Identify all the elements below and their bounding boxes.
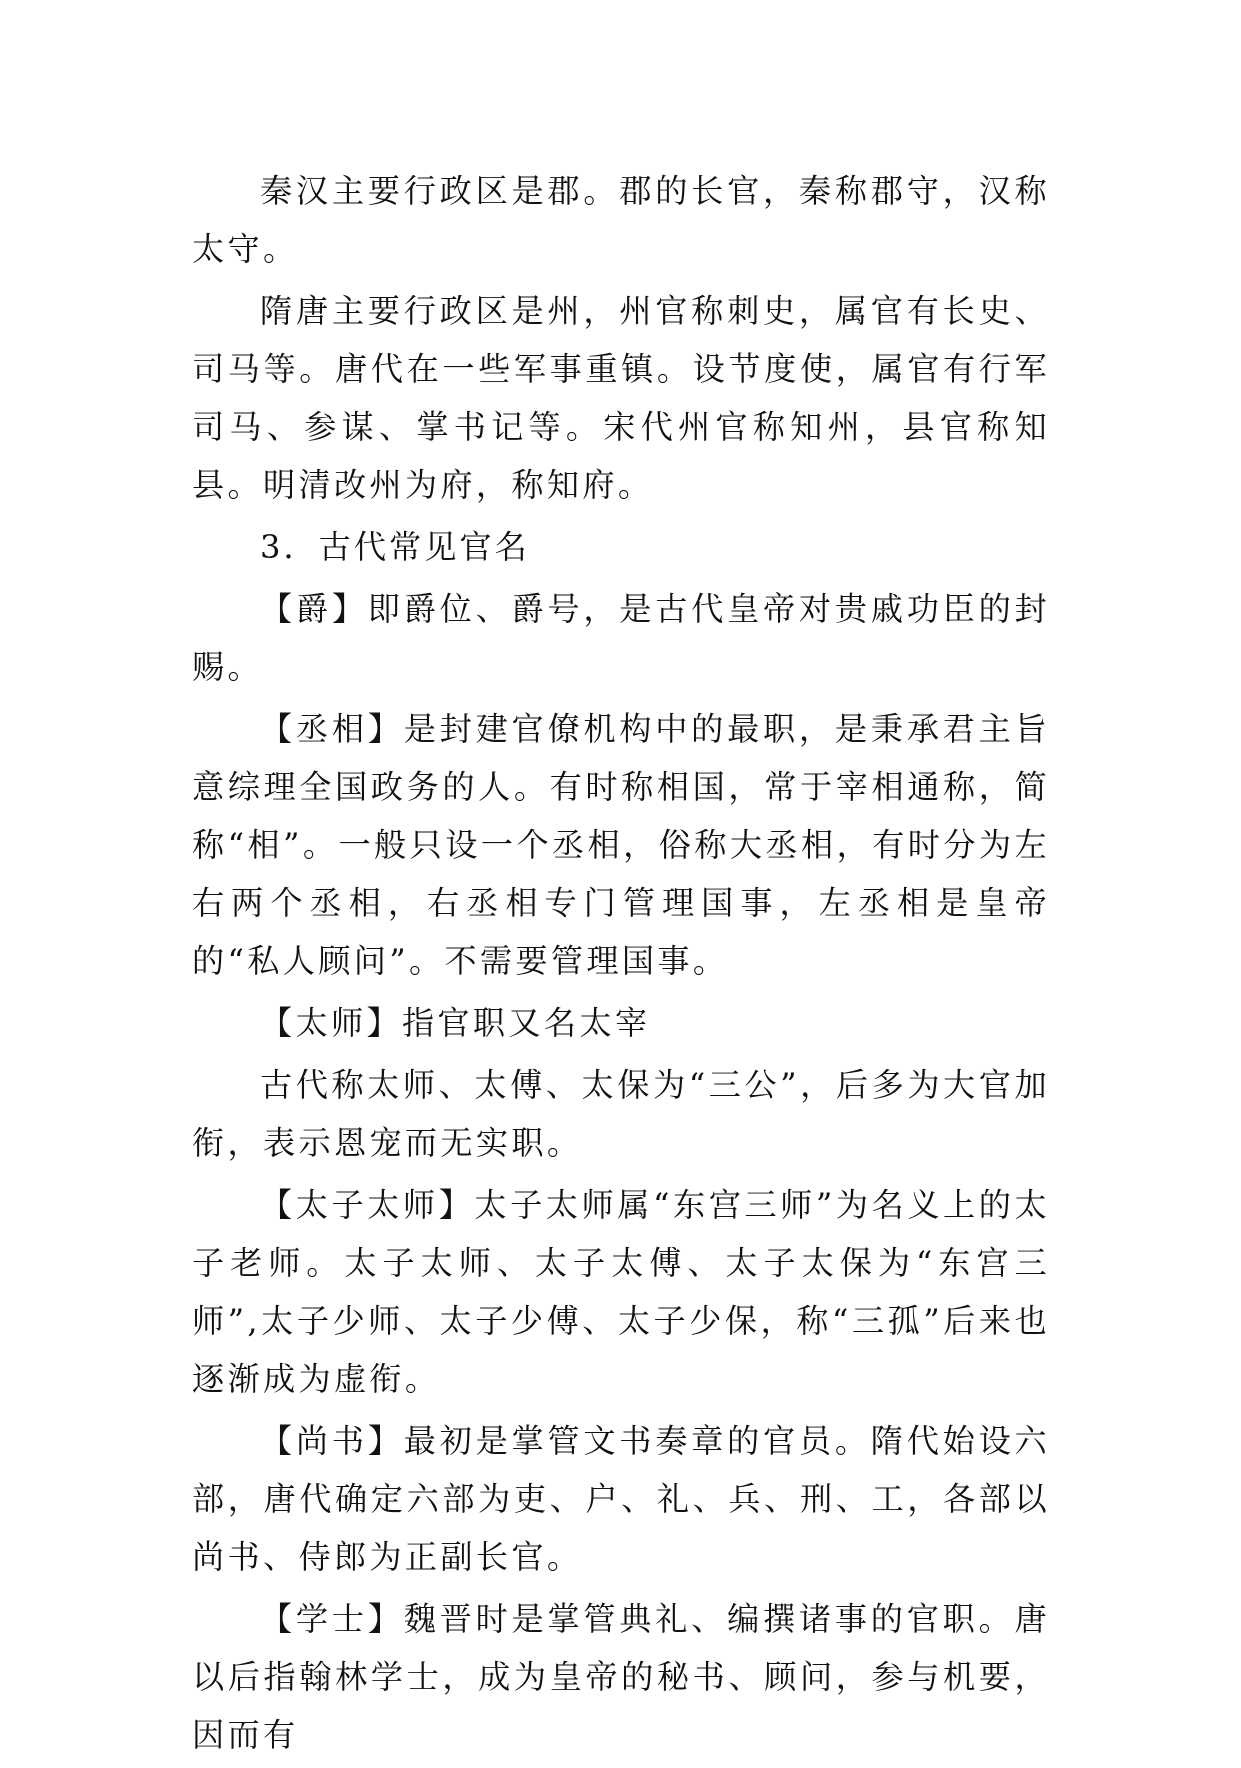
paragraph-taizi-taishi: 【太子太师】太子太师属“东宫三师”为名义上的太子老师。太子太师、太子太傅、太子太保为“东宫三师”,太子少师、太子少傅、太子少保，称“三孤”后来也逐渐成为虚衔。 xyxy=(192,1186,1050,1398)
paragraph-shangshu: 【尚书】最初是掌管文书奏章的官员。隋代始设六部，唐代确定六部为吏、户、礼、兵、刑、工，各部以尚书、侍郎为正副长官。 xyxy=(192,1422,1050,1576)
paragraph-sangong: 古代称太师、太傅、太保为“三公”，后多为大官加衔，表示恩宠而无实职。 xyxy=(192,1066,1050,1162)
paragraph-xueshi: 【学士】魏晋时是掌管典礼、编撰诸事的官职。唐以后指翰林学士，成为皇帝的秘书、顾问，参与机要，因而有 xyxy=(192,1600,1050,1754)
paragraph-sui-tang-prefecture: 隋唐主要行政区是州，州官称刺史，属官有长史、司马等。唐代在一些军事重镇。设节度使，属官有行军司马、参谋、掌书记等。宋代州官称知州，县官称知县。明清改州为府，称知府。 xyxy=(192,292,1050,504)
paragraph-taishi: 【太师】指官职又名太宰 xyxy=(260,1004,651,1042)
paragraph-qin-han-commandery: 秦汉主要行政区是郡。郡的长官，秦称郡守，汉称太守。 xyxy=(192,172,1050,268)
section-heading-official-titles: 3．古代常见官名 xyxy=(260,528,530,566)
paragraph-jue: 【爵】即爵位、爵号，是古代皇帝对贵戚功臣的封赐。 xyxy=(192,590,1050,686)
paragraph-chengxiang: 【丞相】是封建官僚机构中的最职，是秉承君主旨意综理全国政务的人。有时称相国，常于宰相通称，简称“相”。一般只设一个丞相，俗称大丞相，有时分为左右两个丞相，右丞相专门管理国事，左丞相是皇帝的“私人顾问”。不需要管理国事。 xyxy=(192,710,1050,980)
body-text xyxy=(192,162,1050,1768)
